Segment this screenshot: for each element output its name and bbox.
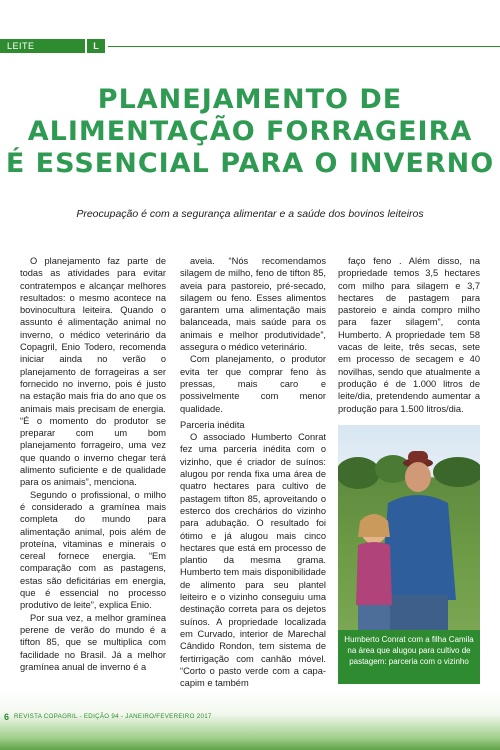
paragraph: faço feno . Além disso, na propriedade temos 3,5 hectares com milho para silagem e 3,7 hectares de pastagem para pastoreio e ainda compro milho para fazer silagem”, conta Humberto. A propriedade tem 58 vacas de leite, três secas, sete em processo de secagem e 40 novilhas, sendo que atualmente a produção é de 1.000 litros de leite/dia, pretendendo aumentar a produção para 1.500 litros/dia.: [338, 256, 480, 414]
column-2: [180, 255, 326, 689]
magazine-info: REVISTA COPAGRIL - EDIÇÃO 94 - JANEIRO/FEVEREIRO 2017: [14, 713, 212, 720]
paragraph: Segundo o profissional, o milho é considerado a gramínea mais completa do mundo para alimentação animal, pois além de proteína, vitaminas e minerais o cereal fornece energia. “Em comparação com as pastagens, estas são deficitárias em energia, que é essencial no processo produtivo de leite”, explica Enio.: [20, 489, 166, 611]
subtitle: Preocupação é com a segurança alimentar e a saúde dos bovinos leiteiros: [76, 208, 424, 220]
paragraph: Com planejamento, o produtor evita ter que comprar feno às pressas, mais caro e possivelmente com menor qualidade.: [180, 354, 326, 414]
column-3: [338, 255, 480, 415]
headline-line-2: ALIMENTAÇÃO FORRAGEIRA: [27, 116, 473, 147]
subhead: Parceria inédita: [180, 419, 245, 430]
column-1: [20, 255, 166, 673]
headline: [0, 84, 500, 180]
section-letter: L: [87, 39, 105, 53]
photo-caption: Humberto Conrat com a filha Camila na área que alugou para cultivo de pastagem: parceria com o vizinho: [338, 630, 480, 684]
page-number: 6: [4, 712, 10, 722]
headline-line-1: PLANEJAMENTO DE: [97, 84, 403, 115]
paragraph: Por sua vez, a melhor gramínea perene de verão do mundo é a tifton 85, que se multiplica com facilidade no Brasil. Já a melhor gramínea anual de inverno é a: [20, 612, 166, 672]
photo-farmer-and-daughter: [338, 425, 480, 630]
section-rule: [108, 46, 500, 47]
paragraph: O associado Humberto Conrat fez uma parceria inédita com o vizinho, que é criador de suínos: alugou por renda fixa uma área de quatro hectares para cultivo de pastagem tifton 85, aproveitando o esterco dos crechários do vizinho para adubação. O resultado foi ótimo e já alugou mais cinco hectares que está em processo de plantio da mesma grama. Humberto tem mais disponibilidade de alimento para seu plantel leiteiro e o vizinho conseguiu uma destinação correta para os dejetos suínos. A propriedade localizada em Curvado, interior de Marechal Cândido Rondon, tem sistema de fertirrigação com canhão móvel. “Corto o pasto verde com a capa-capim e também: [180, 432, 326, 689]
paragraph: O planejamento faz parte de todas as atividades para evitar contratempos e alcançar melhores resultados: o mesmo acontece na bovinocultura leiteira. Quando o assunto é alimentação animal no inverno, o médico veterinário da Copagril, Enio Todero, recomenda iniciar ainda no verão o planejamento de forrageiras a ser fornecido no inverno, pois é justo na estação mais fria do ano que os animais mais precisam de energia. “É o momento do produtor se preparar com um bom planejamento forrageiro, uma vez que quando o inverno chegar terá alimento suficiente e de qualidade para os animais”, menciona.: [20, 256, 166, 488]
page-footer: [0, 712, 500, 724]
headline-line-3: É ESSENCIAL PARA O INVERNO: [5, 148, 495, 179]
section-label: LEITE: [0, 39, 85, 53]
paragraph: aveia. “Nós recomendamos silagem de milho, feno de tifton 85, aveia para pastoreio, pré-secado, silagem ou feno. Esses alimentos garantem uma alimentação mais balanceada, mais saúde para os animais e melhor produtividade”, assegura o médico veterinário.: [180, 256, 326, 353]
photo-illustration: [338, 425, 480, 630]
